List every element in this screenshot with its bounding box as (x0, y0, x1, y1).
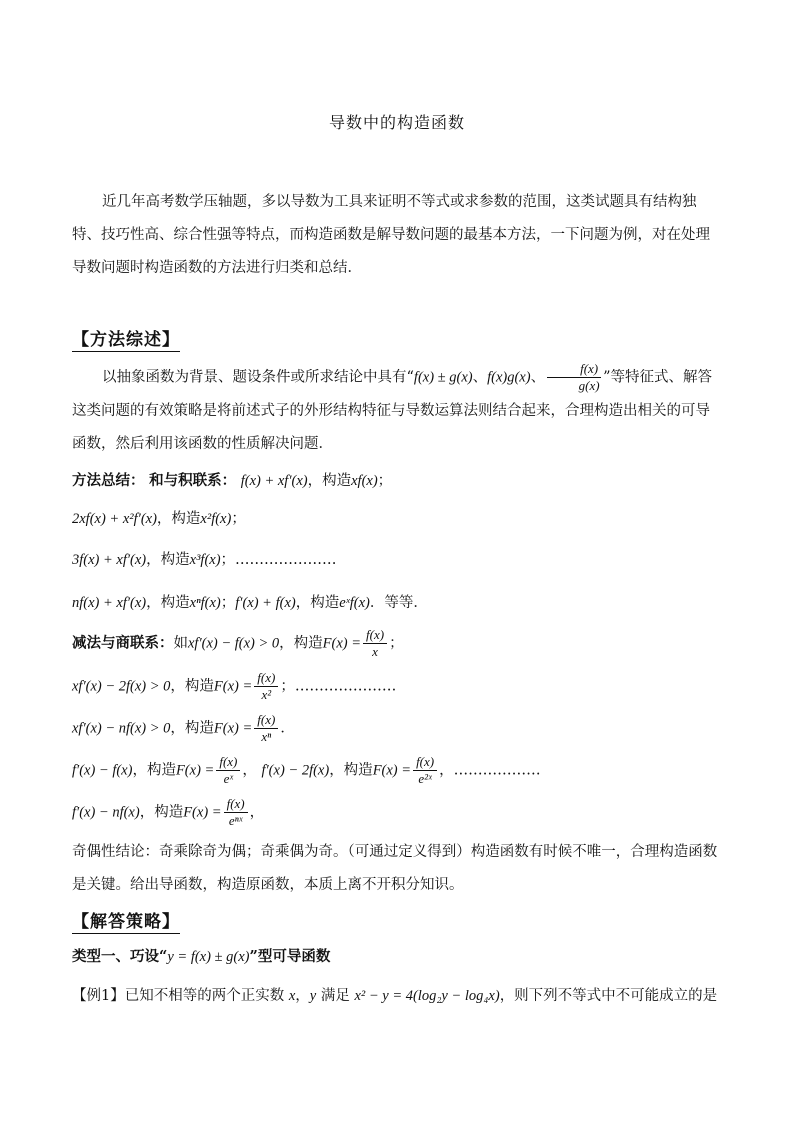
fraction-fx-over-enx: $\frac{f(x)}{\text{eⁿˣ}}$ (224, 796, 248, 829)
method-paragraph: 以抽象函数为背景、题设条件或所求结论中具有“f(x) ± g(x)、f(x)g(x)、 $\frac{f(x)}{g(x)}$ ”等特征式、解答这类问题的有效策略是将前述式子的外形结构特征与导数运算法则结合起来，合理构造出相关的可导函数，然后利用该函数的性质解决问题． (72, 361, 713, 452)
page-title: 导数中的构造函数 (328, 113, 465, 132)
difference-line-4: f′(x) − f(x)，构造F(x) = $\frac{f(x)}{\text{eˣ}}$ ， f′(x) − 2f(x)，构造F(x) = $\frac{f(x)}{\text{e²ˣ}}$ ，……………… (72, 754, 541, 786)
fraction-fx-over-ex: $\frac{f(x)}{\text{eˣ}}$ (216, 754, 240, 787)
difference-line-5: f′(x) − nf(x)，构造F(x) = $\frac{f(x)}{\text{eⁿˣ}}$ ， (72, 796, 265, 828)
fraction-fx-over-x: $\frac{f(x)}{x}$ (363, 627, 387, 660)
intro-paragraph: 近几年高考数学压轴题，多以导数为工具来证明不等式或求参数的范围，这类试题具有结构独特、技巧性高、综合性强等特点，而构造函数是解导数问题的最基本方法，一下问题为例，对在处理导数问题时构造函数的方法进行归类和总结． (72, 194, 710, 276)
summary-line-3: 3f(x) + xf′(x)，构造x³f(x)；………………… (72, 552, 337, 568)
summary-line-1: 方法总结： 和与积联系： f(x) + xf′(x)，构造xf(x)； (72, 472, 393, 489)
formula-sum-diff: f(x) ± g(x) (413, 369, 473, 386)
section-heading-solution-strategy: 【解答策略】 (72, 907, 180, 934)
fraction-f-over-g: $\frac{f(x)}{g(x)}$ (547, 361, 601, 394)
type-one-heading: 类型一、巧设“y = f(x) ± g(x)”型可导函数 (72, 948, 331, 965)
example-1: 【例1】已知不相等的两个正实数 x，y 满足 x² − y = 4(log₂y − log₄x)，则下列不等式中不可能成立的是 (72, 988, 718, 1004)
summary-line-4: nf(x) + xf′(x)，构造xⁿf(x)；f′(x) + f(x)，构造eˣf(x)．等等． (72, 595, 428, 611)
difference-line-1: 减法与商联系：如xf′(x) − f(x) > 0，构造F(x) = $\frac{f(x)}{x}$ ； (72, 627, 404, 659)
parity-paragraph: 奇偶性结论：奇乘除奇为偶；奇乘偶为奇。（可通过定义得到）构造函数有时候不唯一，合理构造函数是关键。给出导函数，构造原函数，本质上离不开积分知识。 (72, 844, 718, 893)
difference-line-3: xf′(x) − nf(x) > 0，构造F(x) = $\frac{f(x)}{\text{xⁿ}}$ ． (72, 712, 295, 744)
difference-line-2: xf′(x) − 2f(x) > 0，构造F(x) = $\frac{f(x)}{\text{x²}}$ ；………………… (72, 670, 397, 702)
formula-product: f(x)g(x) (487, 369, 531, 386)
fraction-fx-over-e2x: $\frac{f(x)}{\text{e²ˣ}}$ (413, 754, 437, 787)
example-label: 【例1】 (72, 988, 125, 1004)
fraction-fx-over-x2: $\frac{f(x)}{\text{x²}}$ (254, 670, 278, 703)
fraction-fx-over-xn: $\frac{f(x)}{\text{xⁿ}}$ (254, 712, 278, 745)
summary-line-2: 2xf(x) + x²f′(x)，构造x²f(x)； (72, 511, 246, 527)
section-heading-method-overview: 【方法综述】 (72, 325, 180, 352)
